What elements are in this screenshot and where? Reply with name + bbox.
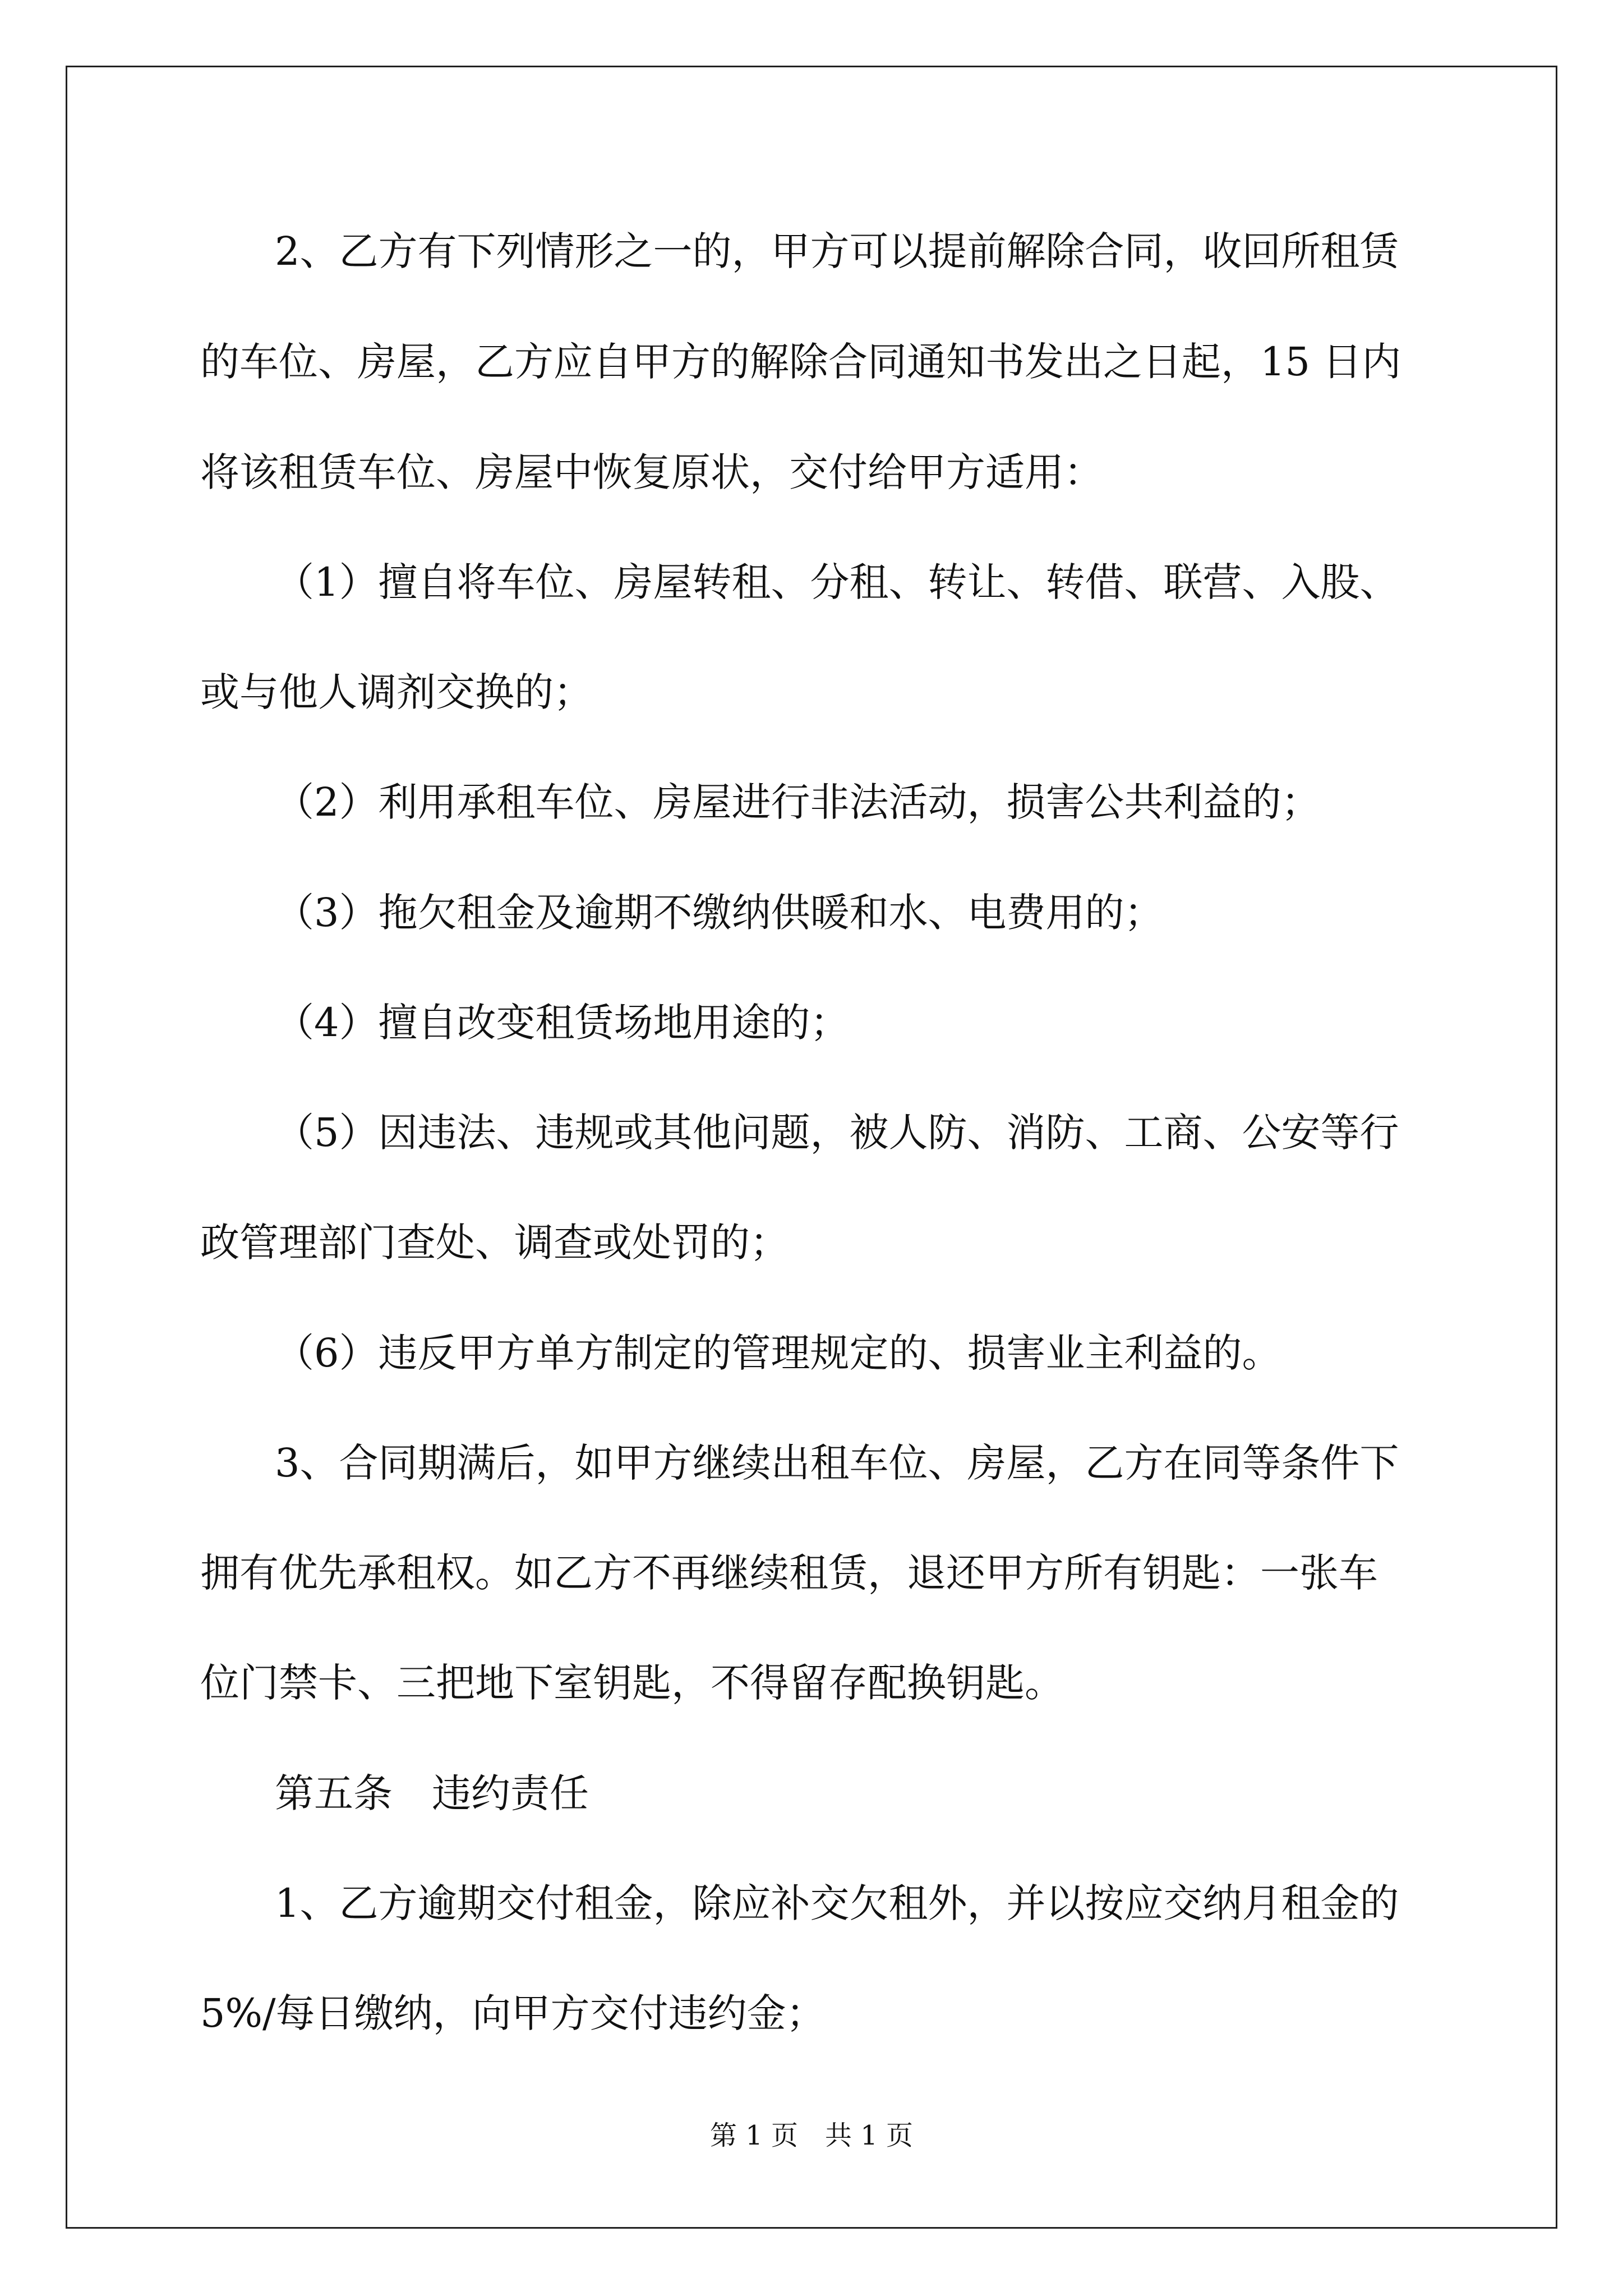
paragraph-line: （3）拖欠租金及逾期不缴纳供暖和水、电费用的； <box>275 890 1164 936</box>
paragraph-line: 的车位、房屋，乙方应自甲方的解除合同通知书发出之日起，15 日内 <box>200 339 1401 385</box>
paragraph-line: （4）擅自改变租赁场地用途的； <box>275 1000 850 1046</box>
paragraph-line: 5%/每日缴纳，向甲方交付违约金； <box>200 1990 826 2036</box>
paragraph-line: 将该租赁车位、房屋中恢复原状，交付给甲方适用： <box>200 449 1103 495</box>
section-heading: 第五条 违约责任 <box>275 1770 589 1816</box>
paragraph-line: 1、乙方逾期交付租金，除应补交欠租外，并以按应交纳月租金的 <box>275 1880 1399 1926</box>
paragraph-line: （1）擅自将车位、房屋转租、分租、转让、转借、联营、入股、 <box>275 559 1399 605</box>
paragraph-line: 拥有优先承租权。如乙方不再继续租赁，退还甲方所有钥匙：一张车 <box>200 1550 1378 1596</box>
page-number: 第 1 页 共 1 页 <box>709 2120 914 2151</box>
paragraph-line: 位门禁卡、三把地下室钥匙，不得留存配换钥匙。 <box>200 1660 1064 1706</box>
paragraph-line: 政管理部门查处、调查或处罚的； <box>200 1220 789 1266</box>
paragraph-line: （2）利用承租车位、房屋进行非法活动，损害公共利益的； <box>275 779 1321 825</box>
paragraph-line: （5）因违法、违规或其他问题，被人防、消防、工商、公安等行 <box>275 1110 1399 1156</box>
paragraph-line: （6）违反甲方单方制定的管理规定的、损害业主利益的。 <box>275 1330 1281 1376</box>
paragraph-line: 3、合同期满后，如甲方继续出租车位、房屋，乙方在同等条件下 <box>275 1440 1399 1486</box>
paragraph-line: 或与他人调剂交换的； <box>200 669 593 715</box>
paragraph-line: 2、乙方有下列情形之一的，甲方可以提前解除合同，收回所租赁 <box>275 228 1399 274</box>
